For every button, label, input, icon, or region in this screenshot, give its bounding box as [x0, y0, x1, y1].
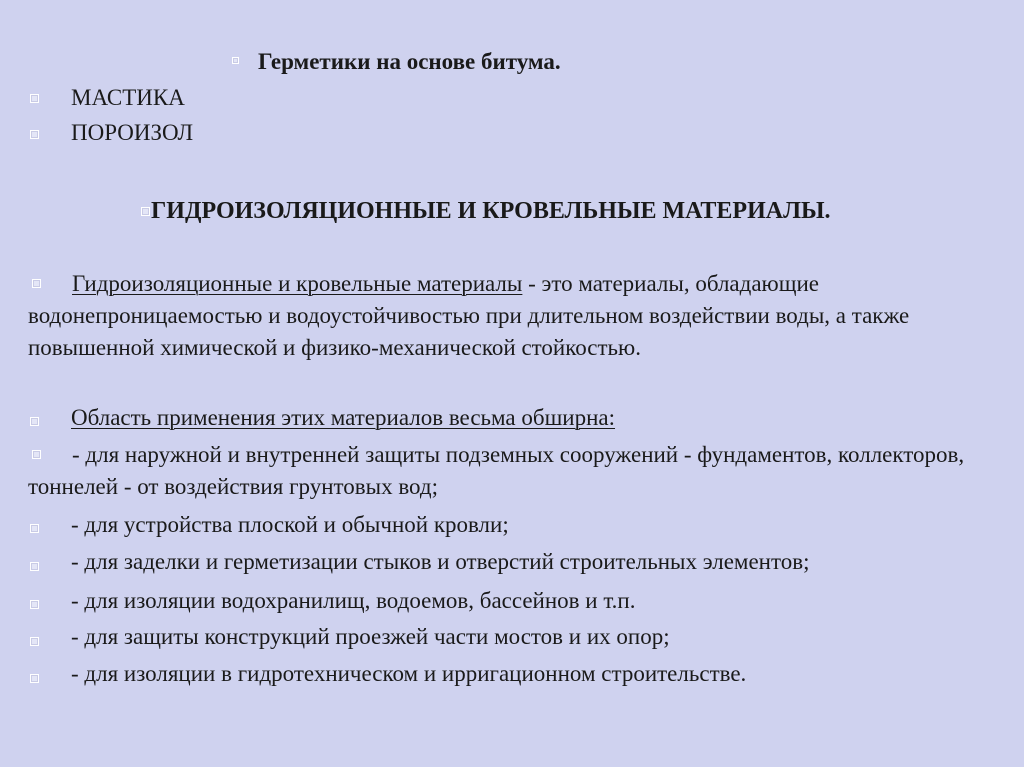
bullet-icon [30, 562, 39, 571]
scope-item: - для устройства плоской и обычной кровли; [71, 512, 509, 537]
definition-text: - это материалы, обладающие водонепроницаемостью и водоустойчивостью при длительном воздействии воды, а также повышенной химической и физико-механической стойкостью. [28, 271, 910, 360]
bullet-icon [30, 637, 39, 646]
scope-item: - для изоляции водохранилищ, водоемов, бассейнов и т.п. [71, 588, 636, 613]
list-item-poroizol: ПОРОИЗОЛ [71, 120, 194, 145]
sealants-heading: Герметики на основе битума. [258, 49, 561, 74]
bullet-icon [30, 417, 39, 426]
scope-title: Область применения этих материалов весьма обширна: [71, 405, 616, 430]
scope-item [28, 439, 988, 503]
scope-item: - для изоляции в гидротехническом и ирригационном строительстве. [71, 661, 747, 686]
bullet-icon [30, 94, 39, 103]
bullet-icon [30, 524, 39, 533]
scope-item: - для защиты конструкций проезжей части мостов и их опор; [71, 624, 670, 649]
section-title: ГИДРОИЗОЛЯЦИОННЫЕ И КРОВЕЛЬНЫЕ МАТЕРИАЛЫ. [151, 198, 831, 224]
list-item-mastic: МАСТИКА [71, 85, 185, 110]
bullet-icon [30, 600, 39, 609]
bullet-icon [32, 279, 41, 288]
scope-item: - для заделки и герметизации стыков и отверстий строительных элементов; [71, 549, 810, 574]
bullet-icon [32, 450, 41, 459]
bullet-icon [30, 130, 39, 139]
definition-term: Гидроизоляционные и кровельные материалы [72, 271, 523, 296]
bullet-icon [232, 57, 239, 64]
scope-item-text: - для наружной и внутренней защиты подземных сооружений - фундаментов, коллекторов, тоннелей - от воздействия грунтовых вод; [28, 442, 965, 499]
definition-paragraph [28, 268, 988, 364]
bullet-icon [141, 207, 150, 216]
bullet-icon [30, 674, 39, 683]
